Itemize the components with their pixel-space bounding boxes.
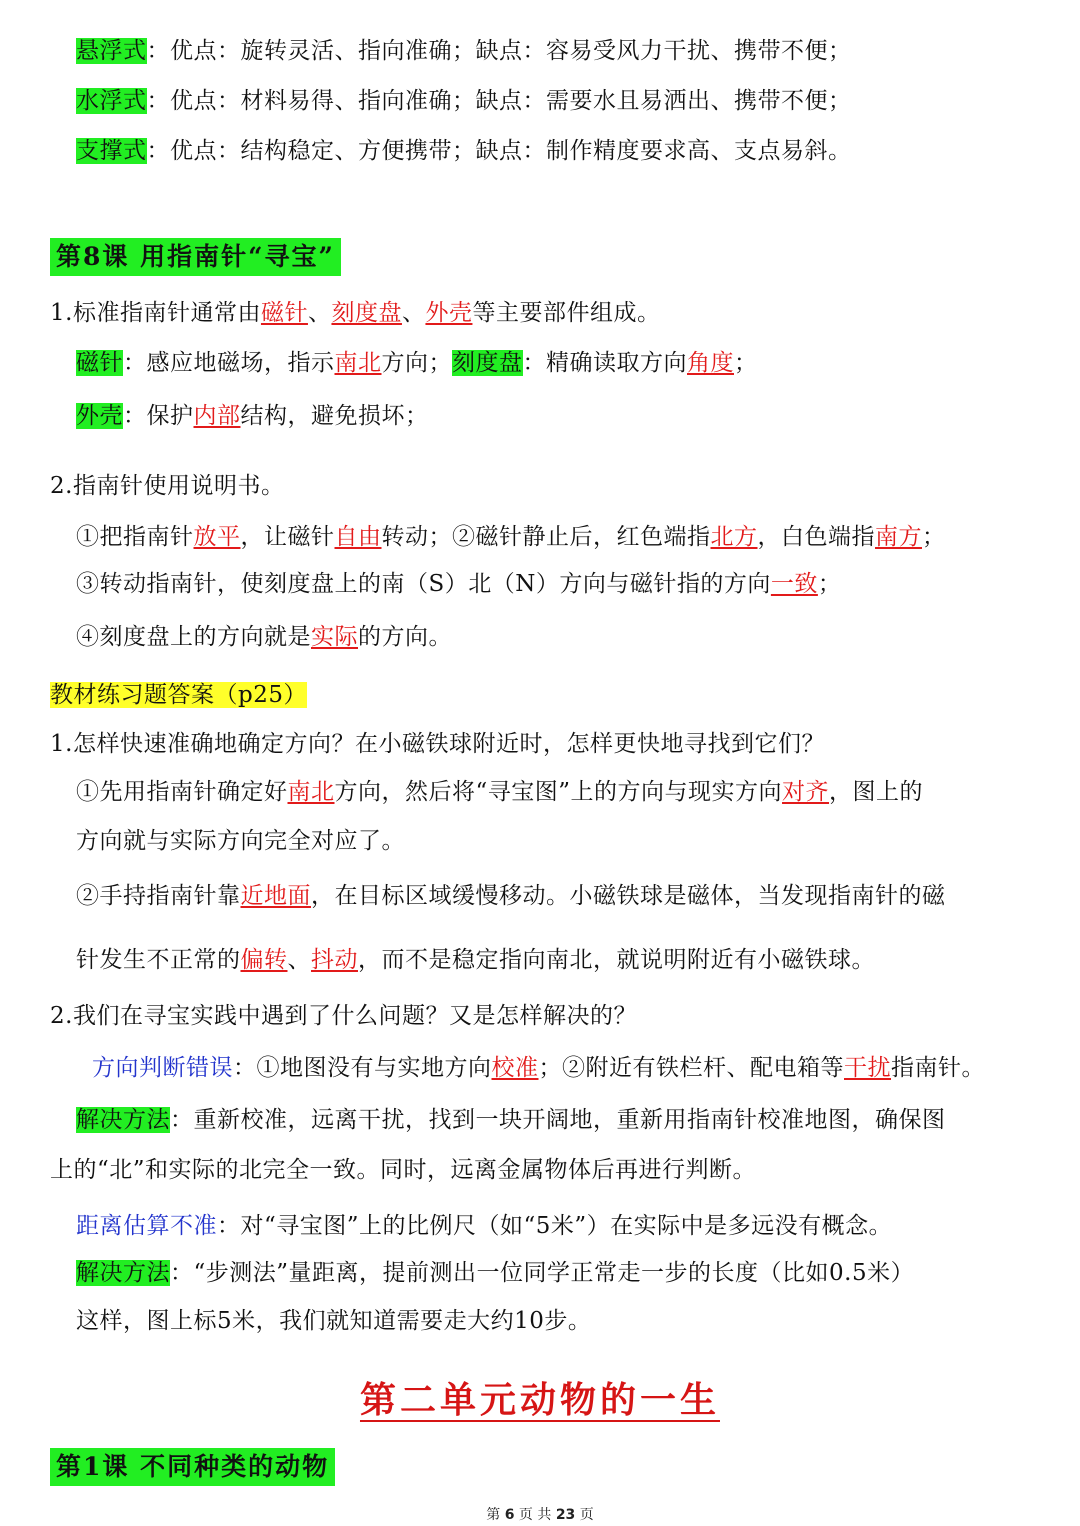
top-line-1: 悬浮式：优点：旋转灵活、指向准确；缺点：容易受风力干扰、携带不便； [76,38,852,64]
tag-suspend: 悬浮式 [76,38,147,64]
l8-line-2: 磁针：感应地磁场，指示南北方向；刻度盘：精确读取方向角度； [76,350,758,376]
ex-a1: ①先用指南针确定好南北方向，然后将“寻宝图”上的方向与现实方向对齐，图上的 [76,779,924,805]
l8-line-5: ①把指南针放平，让磁针自由转动；②磁针静止后，红色端指北方，白色端指南方； [76,524,946,550]
page-footer: 第 6 页 共 23 页 [486,1507,594,1523]
ex-solution-2-cont: 这样，图上标5米，我们就知道需要走大约10步。 [76,1308,592,1334]
ex-q1: 1.怎样快速准确地确定方向？在小磁铁球附近时，怎样更快地寻找到它们？ [50,731,825,757]
ex-solution-2: 解决方法：“步测法”量距离，提前测出一位同学正常走一步的长度（比如0.5米） [76,1260,915,1286]
ex-problem-2: 距离估算不准：对“寻宝图”上的比例尺（如“5米”）在实际中是多远没有概念。 [76,1213,893,1239]
ex-problem-1: 方向判断错误：①地图没有与实地方向校准；②附近有铁栏杆、配电箱等干扰指南针。 [92,1055,985,1081]
ex-a1-cont: 方向就与实际方向完全对应了。 [76,828,405,854]
ex-a2: ②手持指南针靠近地面，在目标区域缓慢移动。小磁铁球是磁体，当发现指南针的磁 [76,883,946,909]
ex-q2: 2.我们在寻宝实践中遇到了什么问题？又是怎样解决的？ [50,1003,637,1029]
ex-solution-1: 解决方法：重新校准，远离干扰，找到一块开阔地，重新用指南针校准地图，确保图 [76,1107,946,1133]
top-line-2: 水浮式：优点：材料易得、指向准确；缺点：需要水且易洒出、携带不便； [76,88,852,114]
tag-water: 水浮式 [76,88,147,114]
l8-line-7: ④刻度盘上的方向就是实际的方向。 [76,624,452,650]
l8-line-4: 2.指南针使用说明书。 [50,473,285,499]
exercise-heading: 教材练习题答案（p25） [50,682,307,708]
ex-solution-1-cont: 上的“北”和实际的北完全一致。同时，远离金属物体后再进行判断。 [50,1157,757,1183]
lesson1-heading: 第1课 不同种类的动物 [50,1448,335,1486]
l8-line-3: 外壳：保护内部结构，避免损坏； [76,403,429,429]
l8-line-1: 1.标准指南针通常由磁针、刻度盘、外壳等主要部件组成。 [50,300,661,326]
tag-support: 支撑式 [76,138,147,164]
l8-line-6: ③转动指南针，使刻度盘上的南（S）北（N）方向与磁针指的方向一致； [76,571,842,597]
lesson8-heading: 第8课 用指南针“寻宝” [50,238,341,276]
top-line-3: 支撑式：优点：结构稳定、方便携带；缺点：制作精度要求高、支点易斜。 [76,138,852,164]
ex-a2-cont: 针发生不正常的偏转、抖动，而不是稳定指向南北，就说明附近有小磁铁球。 [76,947,875,973]
unit2-title: 第二单元动物的一生 [359,1379,720,1421]
